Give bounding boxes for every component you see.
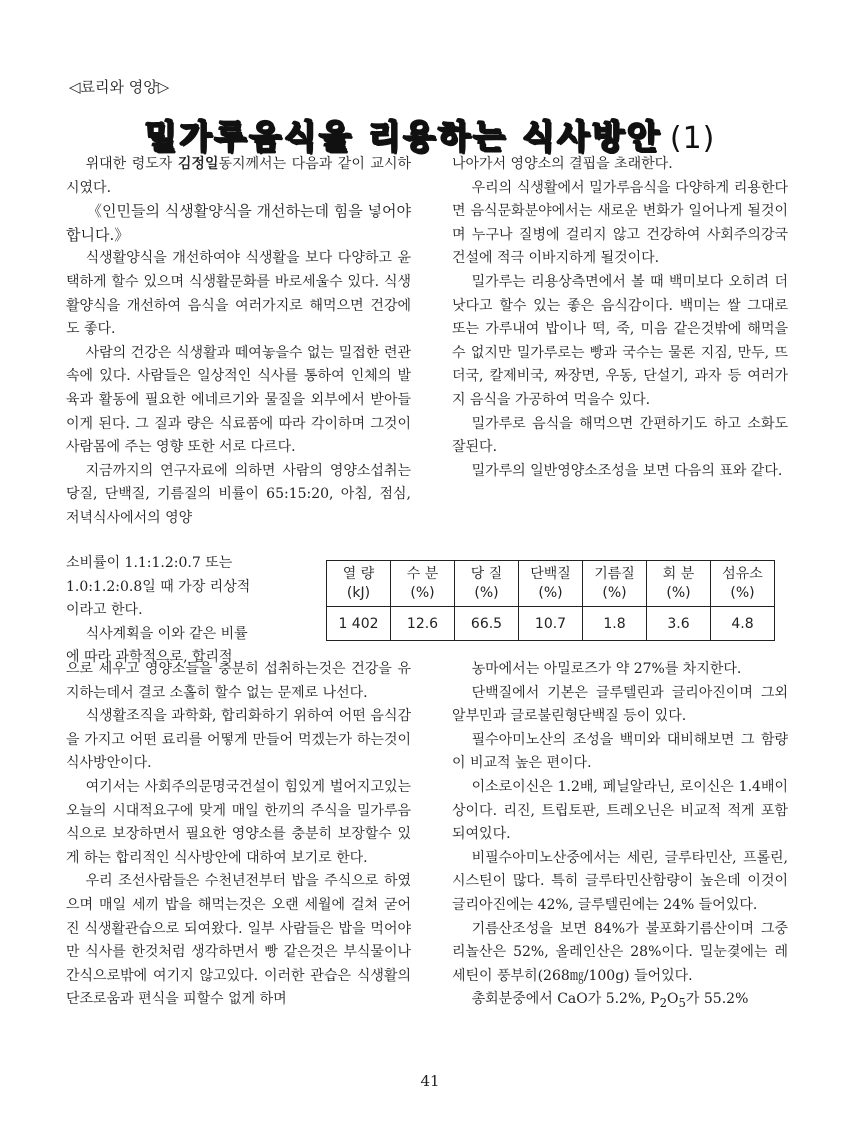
- intro-pre: 위대한 령도자: [85, 156, 178, 172]
- table-header-cell: 섬유소 (%): [711, 561, 775, 607]
- left-column-lower: [66, 658, 411, 1012]
- title-number: (1): [669, 121, 716, 156]
- paragraph: 밀가루는 리용상측면에서 볼 때 백미보다 오히려 더 낫다고 할수 있는 좋은 음식감이다. 백미는 쌀 그대로 또는 가루내여 밥이나 떡, 죽, 미음 같은것밖에 해먹을수 없지만 밀가루로는 빵과 국수는 물론 지짐, 만두, 뜨더국, 칼제비국, 짜장면, 우동, 단설기, 과자 등 여러가지 음식을 가공하여 먹을수 있다.: [452, 273, 788, 408]
- narrow-line: 이라고 한다.: [66, 602, 143, 619]
- intro-paragraph: [66, 153, 411, 200]
- paragraph: 비필수아미노산중에서는 세린, 글루타민산, 프롤린, 시스틴이 많다. 특히 글루타민산함량이 높은데 이것이 글리아진에는 42%, 글루텔린에는 24% 들어있다.: [452, 849, 788, 913]
- left-column: [66, 153, 411, 531]
- paragraph: 우리의 식생활에서 밀가루음식을 다양하게 리용한다면 음식문화분야에서는 새로운 변화가 일어나게 될것이며 누구나 질병에 걸리지 않고 건강하여 사회주의강국건설에 적극 이바지하게 될것이다.: [452, 179, 788, 267]
- table-header-cell: 기름질 (%): [583, 561, 647, 607]
- paragraph: 단백질에서 기본은 글루텔린과 글리아진이며 그외 알부민과 글로불린형단백질 등이 있다.: [452, 684, 788, 725]
- paragraph: 밀가루의 일반영양소조성을 보면 다음의 표와 같다.: [471, 462, 783, 479]
- title-text: 밀가루음식을 리용하는 식사방안: [144, 117, 662, 156]
- table-cell: 66.5: [455, 607, 519, 641]
- right-column-lower: [452, 658, 788, 1016]
- table-cell: 12.6: [391, 607, 455, 641]
- right-column: [452, 153, 788, 483]
- paragraph: 밀가루로 음식을 해먹으면 간편하기도 하고 소화도 잘된다.: [452, 415, 788, 456]
- table-header-cell: 수 분 (%): [391, 561, 455, 607]
- table-cell: 4.8: [711, 607, 775, 641]
- paragraph: 지금까지의 연구자료에 의하면 사람의 영양소섭취는 당질, 단백질, 기름질의 비률이 65:15:20, 아침, 점심, 저녁식사에서의 영양: [66, 462, 411, 526]
- paragraph: 우리 조선사람들은 수천년전부터 밥을 주식으로 하였으며 매일 세끼 밥을 해먹는것은 오랜 세월에 걸쳐 굳어진 식생활관습으로 되여왔다. 일부 사람들은 밥을 먹어야만 식사를 한것처럼 생각하면서 빵 같은것은 부식물이나 간식으로밖에 여기지 않고있다. 이러한 관습은 식생활의 단조로움과 편식을 피할수 없게 하며: [66, 873, 411, 1008]
- nutrition-table: [326, 560, 775, 641]
- table-cell: 10.7: [519, 607, 583, 641]
- table-header-cell: 회 분 (%): [647, 561, 711, 607]
- narrow-line: 1.0:1.2:0.8일 때 가장 리상적: [66, 578, 251, 595]
- narrow-line: 식사계획을 이와 같은 비률: [85, 625, 248, 642]
- paragraph: 식생활양식을 개선하여야 식생활을 보다 다양하고 윤택하게 할수 있으며 식생활문화를 바로세울수 있다. 식생활양식을 개선하여 음식을 여러가지로 해먹으면 건강에도 좋다.: [66, 250, 411, 338]
- narrow-line: 에 따라 과학적으로, 합리적: [66, 649, 233, 666]
- narrow-block: [66, 552, 296, 670]
- table-header-row: [327, 561, 775, 607]
- table-header-cell: 단백질 (%): [519, 561, 583, 607]
- narrow-line: 소비률이 1.1:1.2:0.7 또는: [66, 555, 233, 571]
- table-header-cell: 당 질 (%): [455, 561, 519, 607]
- paragraph: 나아가서 영양소의 결핍을 초래한다.: [452, 156, 673, 172]
- paragraph: 이소로이신은 1.2배, 페닐알라닌, 로이신은 1.4배이상이다. 리진, 트립토판, 트레오닌은 비교적 적게 포함되여있다.: [452, 778, 788, 843]
- quote-paragraph: 《인민들의 식생활양식을 개선하는데 힘을 넣어야 합니다.》: [66, 202, 411, 244]
- intro-post: 동지께서는 다음과 같이 교시하시였다.: [66, 156, 411, 196]
- section-tag: ◁료리와 영양▷: [69, 78, 170, 96]
- table-cell: 3.6: [647, 607, 711, 641]
- paragraph: 식생활조직을 과학화, 합리화하기 위하여 어떤 음식감을 가지고 어떤 료리를 어떻게 만들어 먹겠는가 하는것이 식사방안이다.: [66, 708, 411, 772]
- table-row: [327, 607, 775, 641]
- page-number: 41: [420, 1072, 440, 1090]
- page-title: [0, 111, 860, 158]
- table-cell: 1.8: [583, 607, 647, 641]
- table-header-cell: 열 량 (kJ): [327, 561, 391, 607]
- paragraph: 여기서는 사회주의문명국건설이 힘있게 벌어지고있는 오늘의 시대적요구에 맞게 매일 한끼의 주식을 밀가루음식으로 보장하면서 필요한 영양소를 충분히 보장할수 있게 하는 합리적인 식사방안에 대하여 보기로 한다.: [66, 778, 411, 866]
- paragraph: 으로 세우고 영양소들을 충분히 섭취하는것은 건강을 유지하는데서 결코 소홀히 할수 없는 문제로 나선다.: [66, 661, 411, 701]
- table-cell: 1 402: [327, 607, 391, 641]
- paragraph: 총회분중에서 CaO가 5.2%, $P_2O_5$가 55.2%: [471, 991, 749, 1011]
- paragraph: 기름산조성을 보면 84%가 불포화기름산이며 그중 리놀산은 52%, 올레인산은 28%이다. 밀눈겿에는 레세틴이 풍부히(268㎎/100g) 들어있다.: [452, 920, 788, 984]
- paragraph: 필수아미노산의 조성을 백미와 대비해보면 그 함량이 비교적 높은 편이다.: [452, 731, 788, 772]
- paragraph: 농마에서는 아밀로즈가 약 27%를 차지한다.: [471, 661, 742, 677]
- paragraph: 사람의 건강은 식생활과 떼여놓을수 없는 밀접한 련관속에 있다. 사람들은 일상적인 식사를 통하여 인체의 발육과 활동에 필요한 에네르기와 물질을 외부에서 받아들이게 된다. 그 질과 량은 식료품에 따라 각이하며 그것이 사람몸에 주는 영향 또한 서로 다르다.: [66, 344, 411, 456]
- leader-name: 김정일: [177, 156, 219, 172]
